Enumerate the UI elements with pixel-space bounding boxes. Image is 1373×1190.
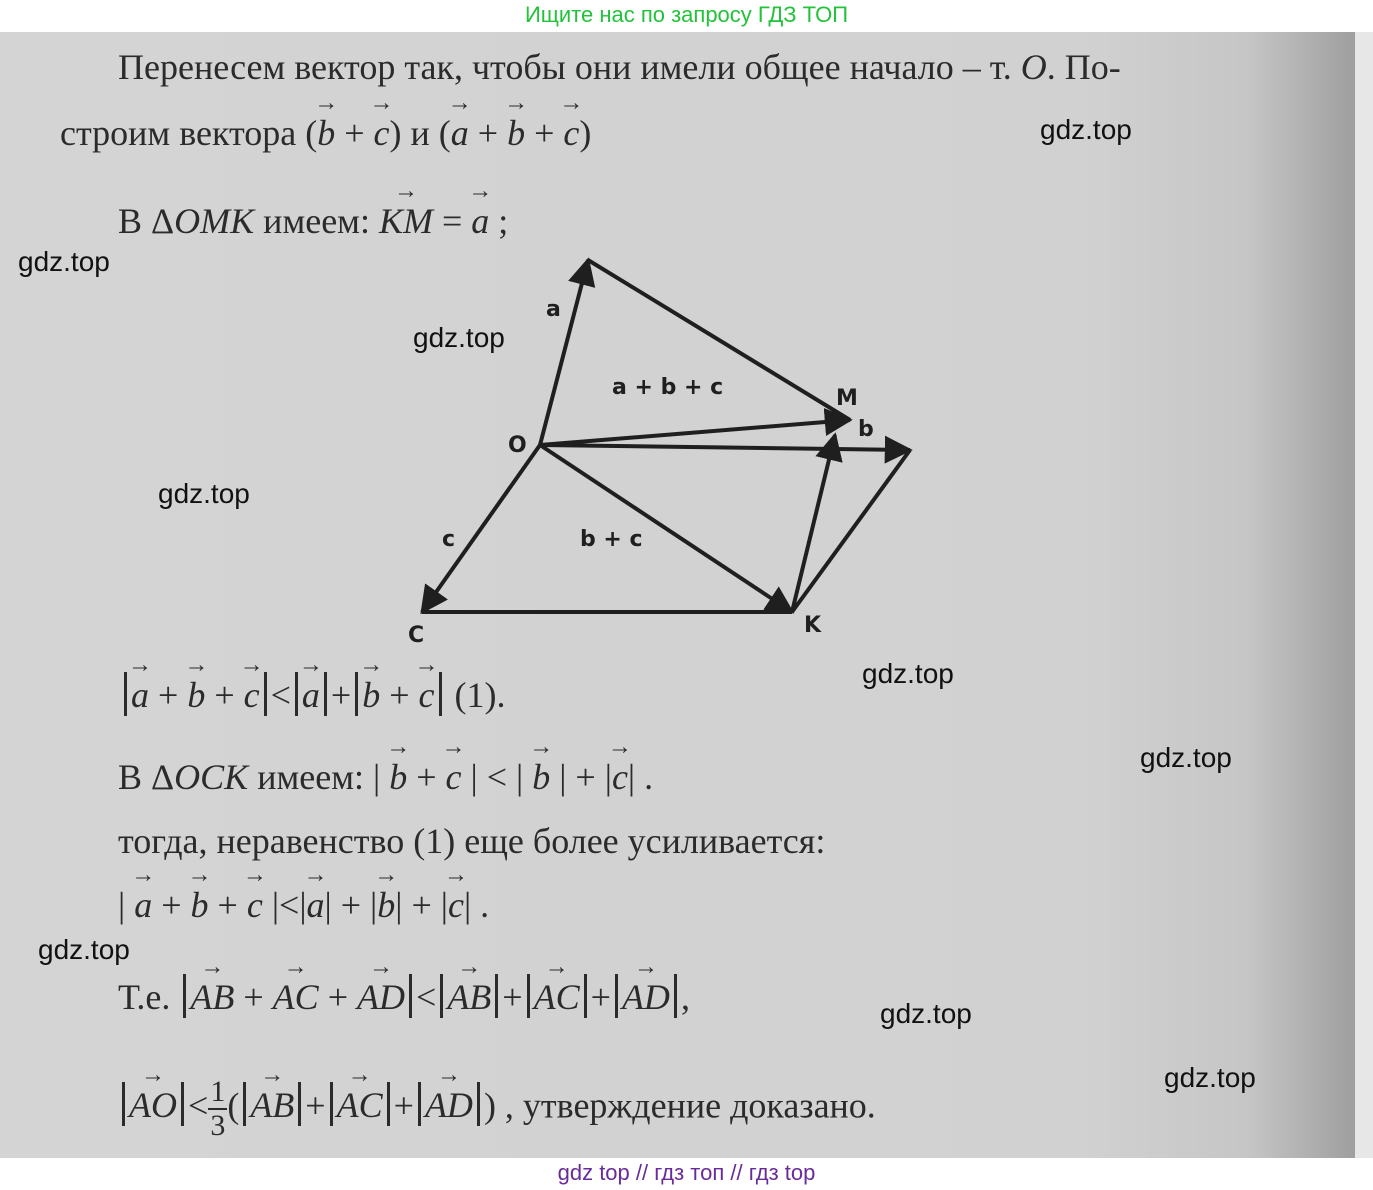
watermark: gdz.top bbox=[1140, 742, 1232, 773]
label-vector-abc: a + b + c bbox=[612, 375, 724, 400]
vector-bc-line bbox=[540, 445, 792, 612]
watermark: gdz.top bbox=[1164, 1062, 1256, 1093]
watermark: gdz.top bbox=[18, 246, 110, 277]
watermark: gdz.top bbox=[880, 998, 972, 1029]
watermark: gdz.top bbox=[1040, 114, 1132, 145]
text-line-ock: В ΔOCK имеем: | → b + → c | < | → b | + |→ c| . bbox=[118, 756, 653, 798]
label-vector-b: b bbox=[858, 417, 874, 442]
inequality-2: | → a + → b + → c |<|→ a| + |→ b| + |→ c| . bbox=[118, 884, 489, 926]
label-point-m: M bbox=[836, 386, 858, 411]
text-line-then: тогда, неравенство (1) еще более усиливается: bbox=[118, 821, 826, 861]
watermark: gdz.top bbox=[158, 478, 250, 509]
vector-c-line bbox=[422, 445, 540, 612]
vector-diagram bbox=[380, 240, 940, 660]
text-line-1 bbox=[118, 46, 1121, 88]
watermark: gdz.top bbox=[413, 322, 505, 353]
vector-a-line bbox=[540, 260, 588, 445]
vector-b-line bbox=[540, 445, 910, 450]
line1-text: Перенесем вектор так, чтобы они имели общее начало – т. O. По- bbox=[118, 47, 1121, 87]
label-vector-a: a bbox=[546, 297, 561, 322]
text-line-2: строим вектора (→ b + → c) и (→ a + → b + → c) bbox=[60, 112, 591, 154]
label-point-k: K bbox=[804, 613, 822, 638]
footer-links[interactable]: gdz top // гдз топ // гдз top bbox=[557, 1160, 816, 1185]
inequality-4: → AO < $\frac{1}{3}$ (→ AB +→ AC +→ AD ) , утверждение доказано. bbox=[118, 1076, 876, 1142]
page-edge bbox=[1355, 32, 1373, 1158]
text-line-3: В ΔOMK имеем: → KM = → a ; bbox=[118, 200, 508, 242]
top-banner[interactable]: Ищите нас по запросу ГДЗ ТОП bbox=[524, 2, 849, 27]
label-point-o: O bbox=[508, 433, 527, 458]
vector-abc-line bbox=[540, 420, 850, 445]
label-point-c: C bbox=[408, 623, 425, 648]
watermark: gdz.top bbox=[38, 934, 130, 965]
inequality-1: → a + → b + → c <→ a +→ b + → c (1). bbox=[120, 672, 506, 716]
label-vector-bc: b + c bbox=[580, 527, 643, 552]
watermark: gdz.top bbox=[862, 658, 954, 689]
inequality-3: Т.е. → AB + → AC + → AD <→ AB +→ AC +→ AD , bbox=[118, 974, 690, 1018]
label-vector-c: c bbox=[442, 527, 456, 552]
